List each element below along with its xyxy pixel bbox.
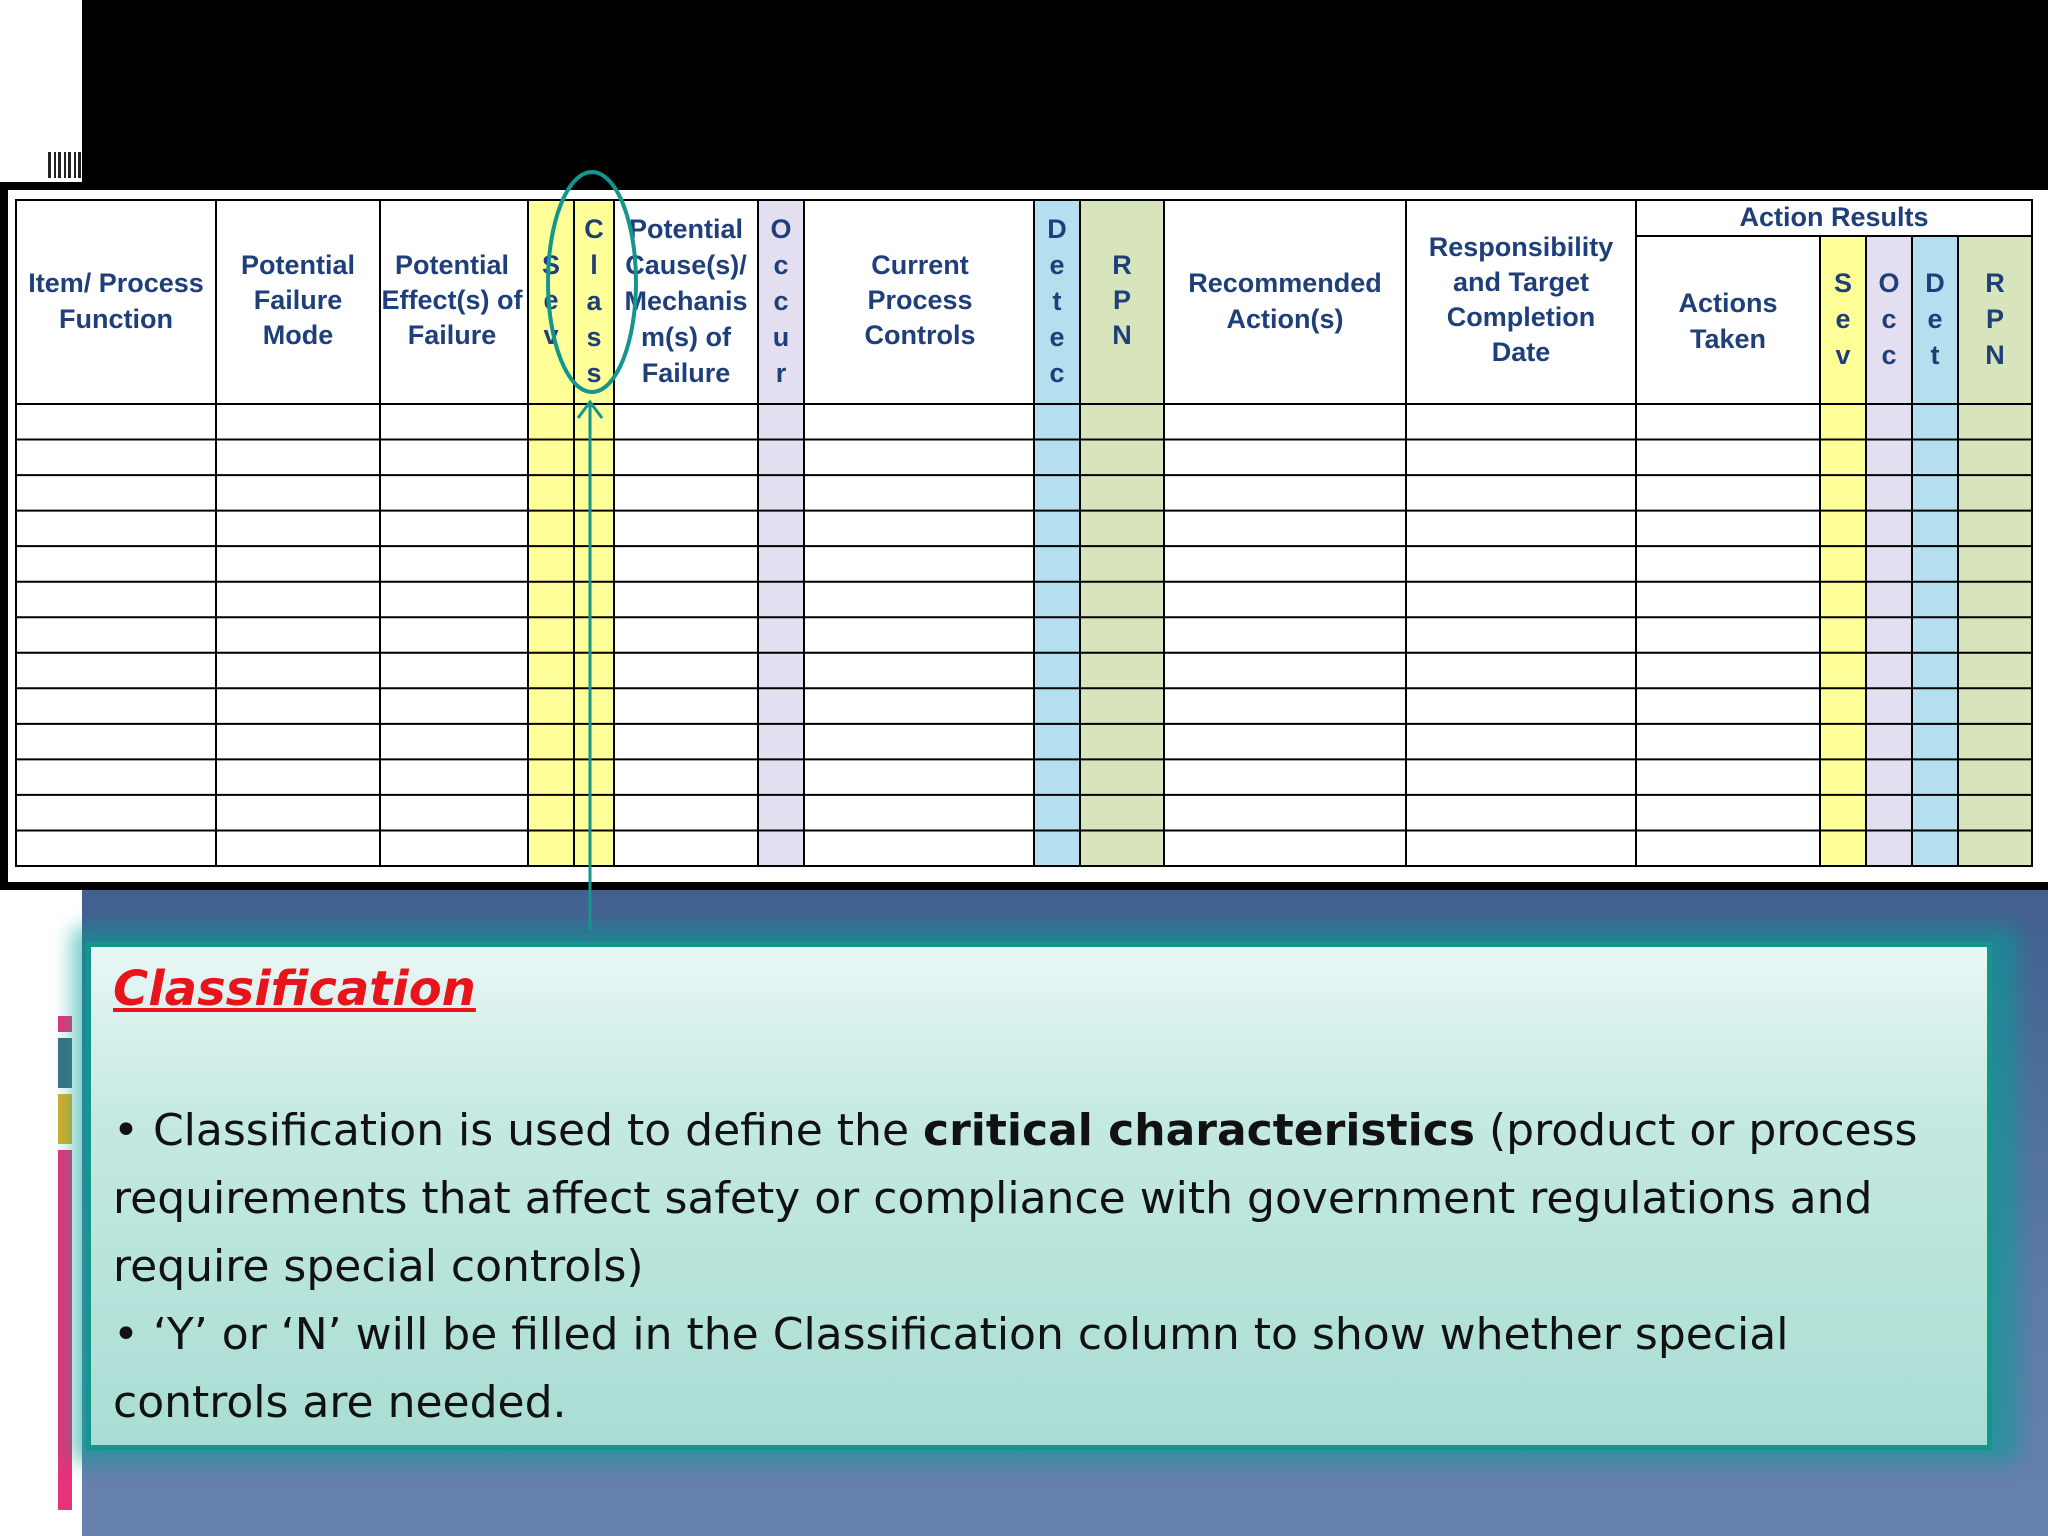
header-effects-line: Failure: [407, 320, 497, 350]
bullet-critical-characteristics: [113, 1097, 1973, 1301]
header-detec-line: D: [1047, 214, 1067, 244]
header-failure-mode-line: Mode: [262, 320, 334, 350]
header-result-sev-line: v: [1835, 340, 1851, 370]
header-causes-line: Cause(s)/: [625, 250, 747, 280]
header-rpn-line: R: [1112, 250, 1132, 280]
callout-title: Classification: [113, 961, 476, 1017]
header-responsibility-line: Date: [1491, 337, 1551, 367]
header-controls-line: Process: [867, 285, 973, 315]
header-sev-line: S: [541, 250, 561, 280]
header-effects-line: Effect(s) of: [381, 285, 523, 315]
header-causes-line: m(s) of: [641, 322, 731, 352]
header-result-rpn-line: R: [1985, 268, 2005, 298]
header-result-rpn-line: P: [1985, 304, 2005, 334]
callout-body: [113, 1097, 1973, 1437]
header-class-line: l: [590, 250, 598, 280]
table-headers: [28, 202, 2005, 388]
header-recommended-line: Recommended: [1188, 268, 1382, 298]
header-controls-line: Current: [871, 250, 969, 280]
header-rpn-line: P: [1112, 285, 1132, 315]
header-actions-taken-line: Actions: [1678, 288, 1778, 318]
header-result-occ-line: c: [1881, 304, 1897, 334]
header-responsibility-line: Responsibility: [1428, 232, 1614, 262]
bullet1-bold-term: critical characteristics: [923, 1105, 1475, 1156]
header-detec-line: c: [1049, 358, 1065, 388]
header-responsibility-line: Completion: [1446, 302, 1596, 332]
header-item-function-line: Function: [59, 304, 173, 334]
header-sev-line: v: [543, 320, 559, 350]
header-failure-mode-line: Potential: [240, 250, 356, 280]
header-detec-line: t: [1052, 286, 1062, 316]
header-occur-line: u: [772, 322, 790, 352]
header-class-line: s: [586, 358, 602, 388]
header-causes-line: Potential: [628, 214, 744, 244]
header-item-function-line: Item/ Process: [28, 268, 204, 298]
header-result-det-line: t: [1930, 340, 1940, 370]
header-result-occ-line: c: [1881, 340, 1897, 370]
header-controls-line: Controls: [864, 320, 976, 350]
header-result-occ-line: O: [1878, 268, 1900, 298]
header-effects-line: Potential: [394, 250, 510, 280]
header-result-det-line: e: [1927, 304, 1943, 334]
header-recommended-line: Action(s): [1226, 304, 1344, 334]
header-detec-line: e: [1049, 250, 1065, 280]
header-detec-line: e: [1049, 322, 1065, 352]
header-occur-line: c: [773, 286, 789, 316]
header-occur-line: r: [775, 358, 787, 388]
bullet1-text-post: (product or process requirements that affect safety or compliance with government regulations and require special controls): [113, 1105, 1918, 1292]
header-sev-line: e: [543, 285, 559, 315]
header-result-sev-line: e: [1835, 304, 1851, 334]
header-result-det-line: D: [1925, 268, 1945, 298]
header-causes-line: Mechanis: [624, 286, 748, 316]
bullet1-text-pre: • Classification is used to define the: [113, 1105, 924, 1156]
header-rpn-line: N: [1112, 320, 1132, 350]
header-responsibility-line: and Target: [1452, 267, 1590, 297]
header-result-sev-line: S: [1833, 268, 1853, 298]
header-actions-taken-line: Taken: [1689, 324, 1767, 354]
header-causes-line: Failure: [641, 358, 731, 388]
header-result-rpn-line: N: [1985, 340, 2005, 370]
classification-callout: [86, 942, 1992, 1450]
header-class-line: a: [586, 286, 602, 316]
column-shading: [528, 200, 2032, 866]
bullet-y-or-n: • ‘Y’ or ‘N’ will be filled in the Classification column to show whether special controls are needed.: [113, 1309, 1789, 1428]
header-class-line: C: [584, 214, 604, 244]
header-occur-line: O: [770, 214, 792, 244]
header-class-line: s: [586, 322, 602, 352]
header-failure-mode-line: Failure: [253, 285, 343, 315]
header-occur-line: c: [773, 250, 789, 280]
header-action-results-line: Action Results: [1739, 202, 1929, 232]
